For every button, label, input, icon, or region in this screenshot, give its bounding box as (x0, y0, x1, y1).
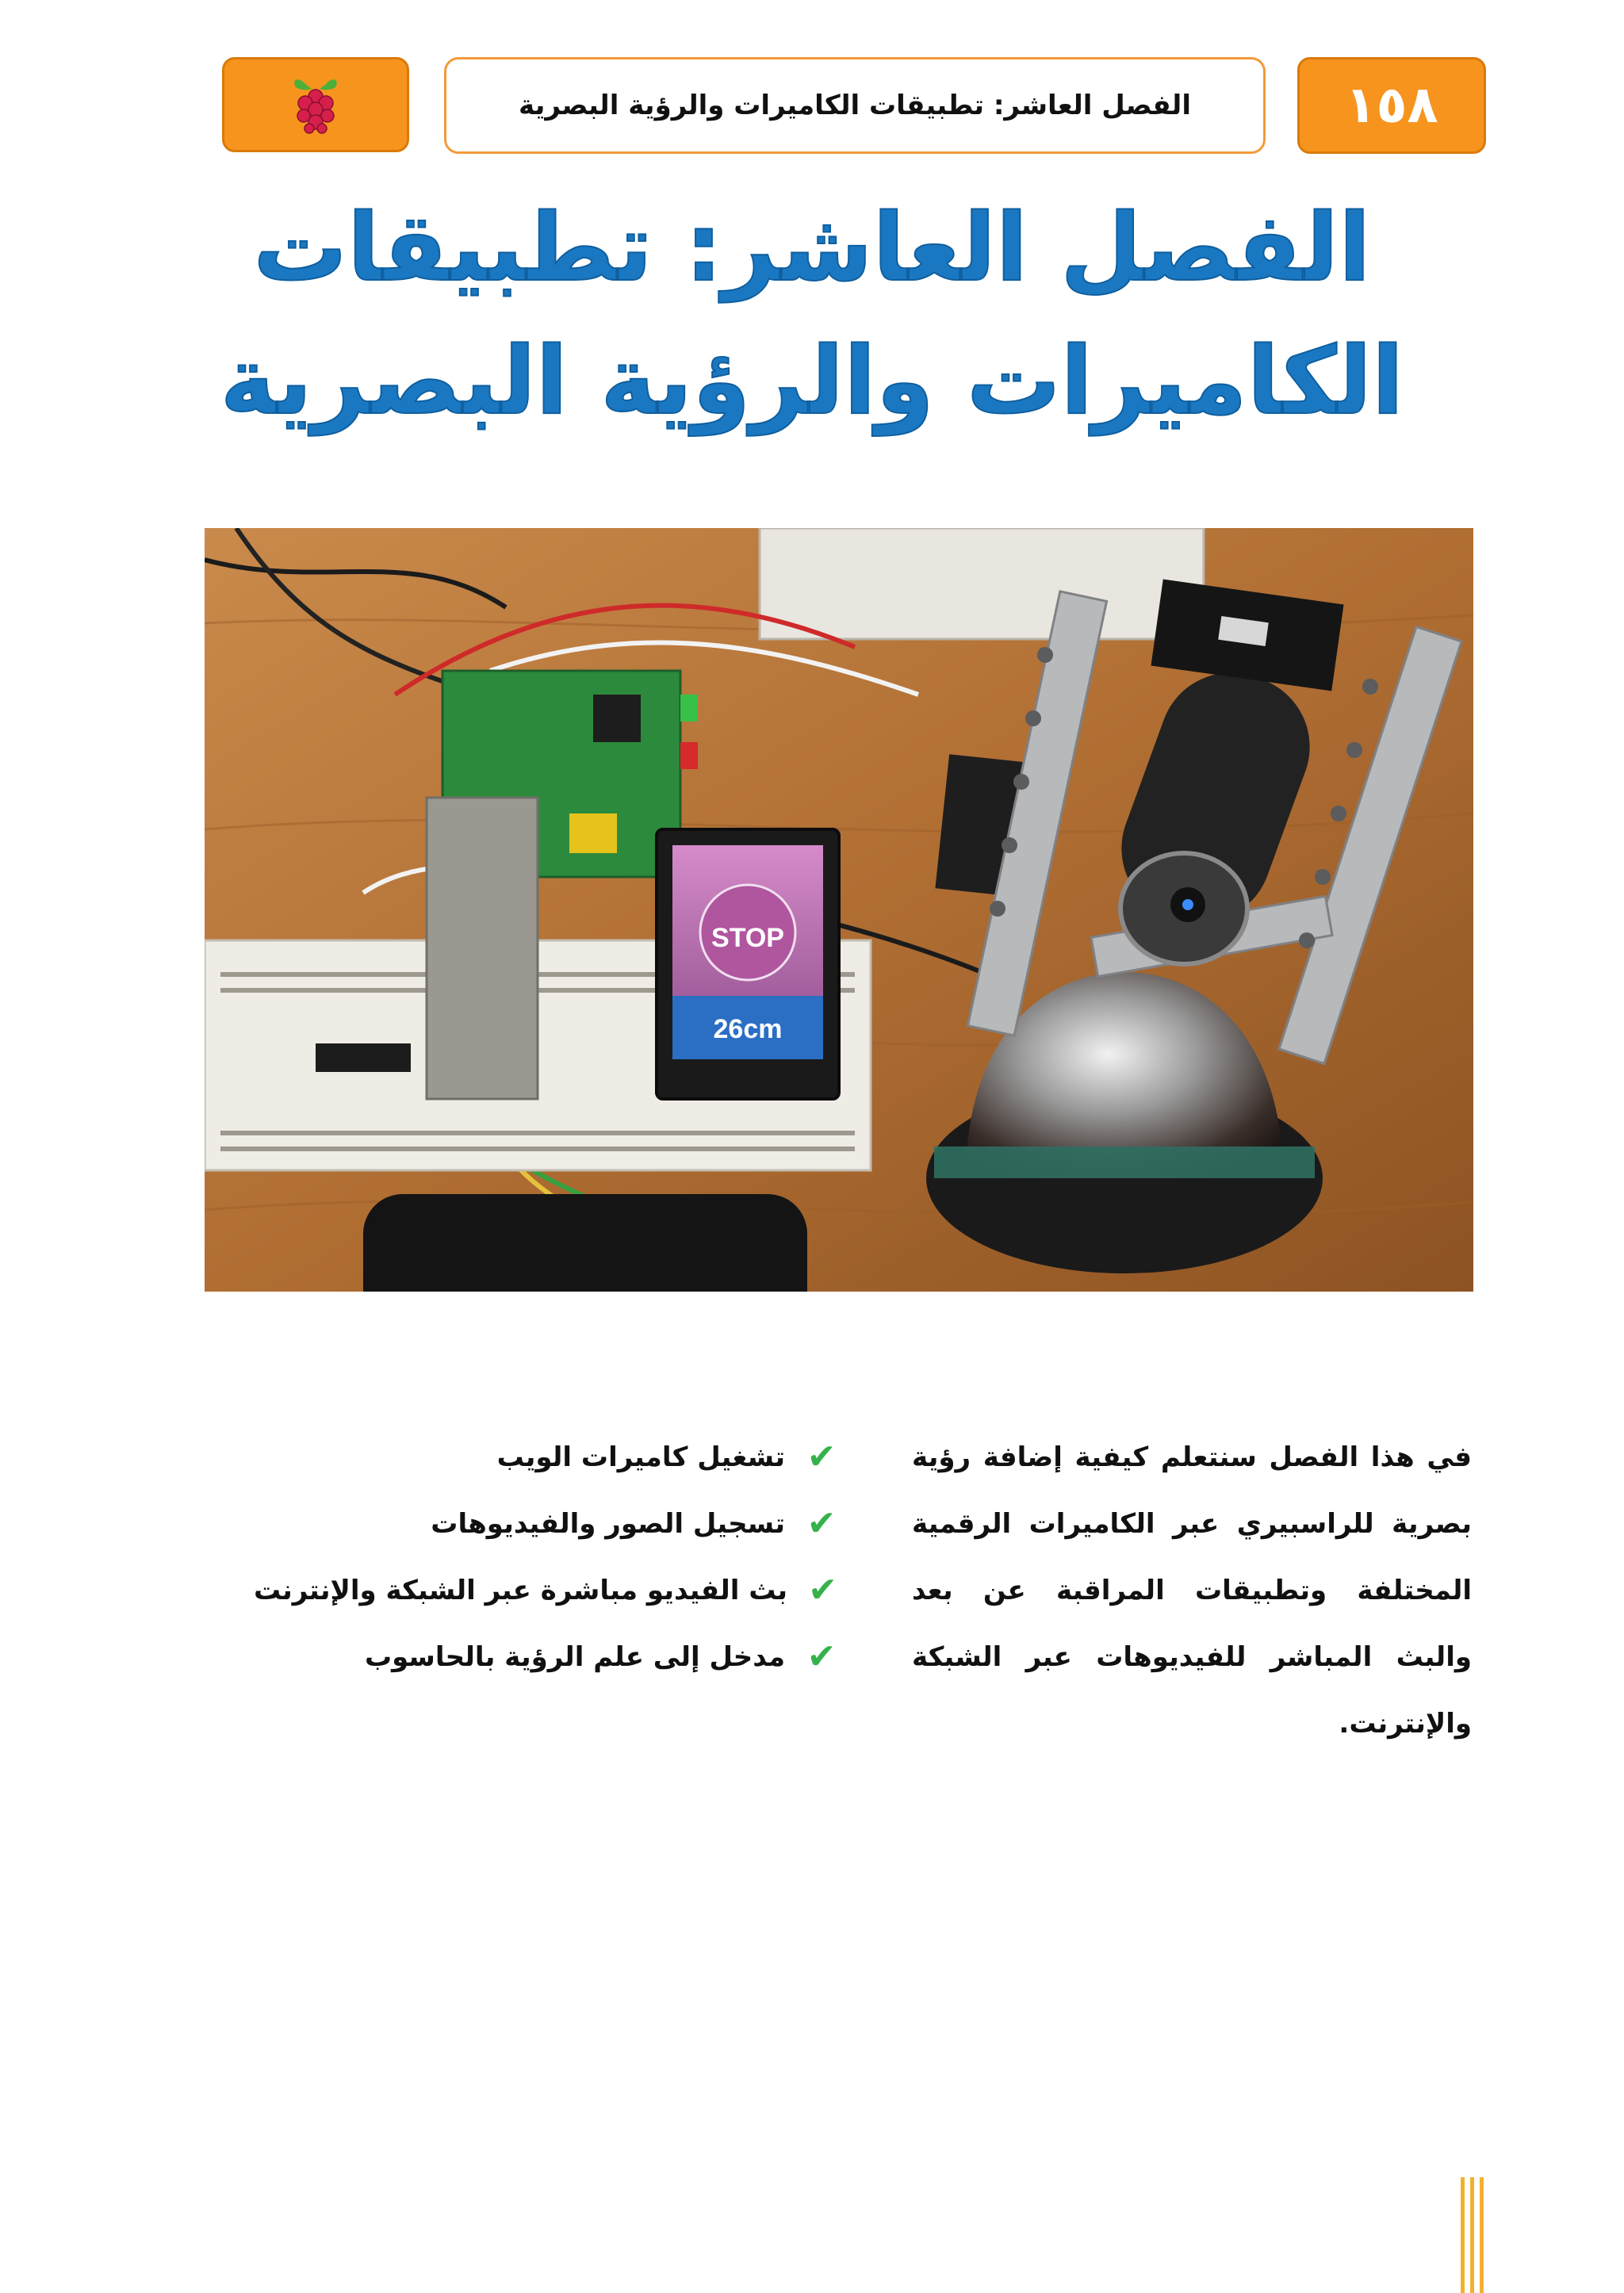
chapter-title-line-1: الفصل العاشر: تطبيقات (253, 193, 1371, 302)
list-item-label: بث الفيديو مباشرة عبر الشبكة والإنترنت (254, 1575, 787, 1606)
check-icon: ✔ (806, 1503, 837, 1544)
list-item (254, 1624, 837, 1690)
list-item-label: مدخل إلى علم الرؤية بالحاسوب (364, 1641, 785, 1673)
raspberry-pi-logo-icon (288, 73, 343, 136)
page-number: ١٥٨ (1345, 76, 1438, 135)
list-item (254, 1557, 837, 1624)
screen-stop-label: STOP (711, 923, 784, 953)
running-title: الفصل العاشر: تطبيقات الكاميرات والرؤية البصرية (519, 90, 1191, 121)
check-icon: ✔ (808, 1570, 837, 1610)
chapter-title-line-2: الكاميرات والرؤية البصرية (220, 326, 1404, 435)
screen-distance-label: 26cm (713, 1014, 783, 1044)
list-item-label: تسجيل الصور والفيديوهات (431, 1508, 785, 1540)
check-icon: ✔ (806, 1636, 837, 1677)
list-item-label: تشغيل كاميرات الويب (496, 1441, 785, 1473)
list-item (254, 1424, 837, 1491)
running-title-box (444, 57, 1266, 154)
decorative-edge-lines (1461, 2177, 1492, 2293)
topics-checklist (254, 1424, 837, 1690)
raspberry-pi-logo-box (222, 57, 409, 152)
intro-paragraph: في هذا الفصل سنتعلم كيفية إضافة رؤية بصرية للراسبيري عبر الكاميرات الرقمية المختلفة وتطبيقات المراقبة عن بعد والبث المباشر للفيديوهات عبر الشبكة والإنترنت. (912, 1441, 1472, 1740)
check-icon: ✔ (806, 1437, 837, 1477)
list-item (254, 1491, 837, 1557)
chapter-title (159, 181, 1465, 447)
page-number-box (1297, 57, 1486, 154)
chapter-photo (205, 528, 1473, 1292)
